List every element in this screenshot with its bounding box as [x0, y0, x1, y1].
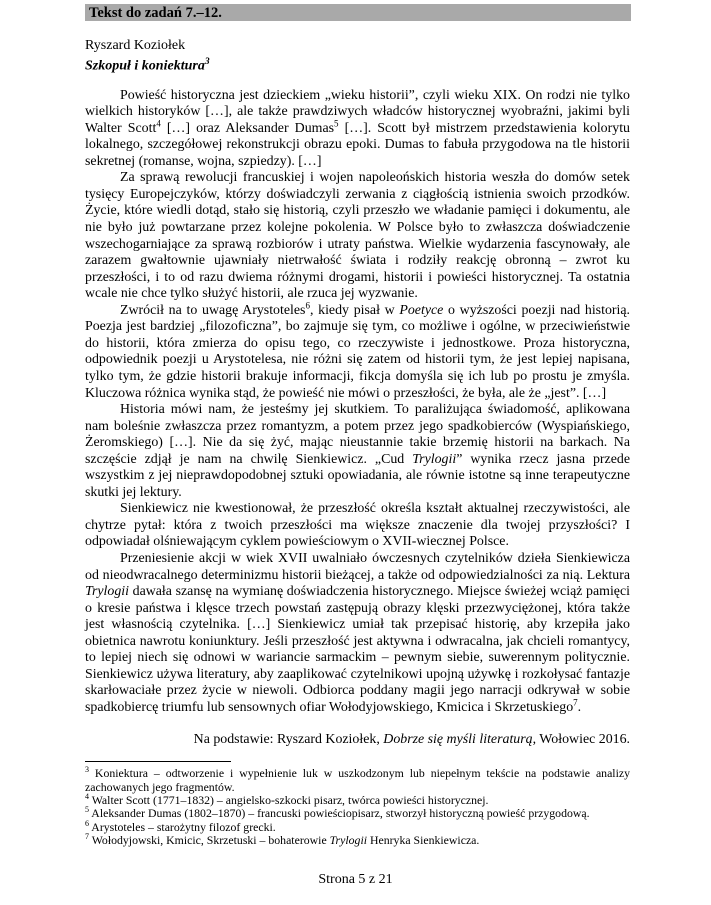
paragraph-2: Za sprawą rewolucji francuskiej i wojen napoleońskich historia weszła do domów setek tysięcy Europejczyków, którzy doświadczyli zerwania z ciągłością istnienia swoich przodków. Życie, które wiedli dotąd, stało się historią, czyli przeszło we władanie pamięci i dokumentu, ale nie było już powtarzane przez kolejne pokolenia. W Polsce było to zwłaszcza doświadczenie wszechogarniające za sprawą rozbiorów i utraty państwa. Wielkie wydarzenia fascynowały, ale zarazem gwałtownie ujawniały nietrwałość świata i rodziły reakcję obronną – zwrot ku przeszłości, i to od razu dwiema różnymi drogami, historii i powieści historycznej. Ta ostatnia wcale nie chce tylko służyć historii, ale rzuca jej wyzwanie.	[85, 170, 630, 302]
footnote-text: Wołodyjowski, Kmicic, Skrzetuski – bohaterowie Trylogii Henryka Sienkiewicza.	[89, 832, 480, 847]
footnote-3	[85, 767, 630, 794]
paragraph-4: Historia mówi nam, że jesteśmy jej skutkiem. To paraliżująca świadomość, aplikowana nam boleśnie zwłaszcza przez romantyzm, a potem przez jego spadkobierców (Wyspiańskiego, Żeromskiego) […]. Nie da się żyć, mając nieustannie takie brzemię historii na barkach. Na szczęście zdjął je nam na chwilę Sienkiewicz. „Cud Trylogii” wynika rzecz jasna przede wszystkim z jej nieprawdopodobnej sztuki opowiadania, ale równie istotne są inne terapeutyczne skutki jej lektury.	[85, 402, 630, 500]
footnote-separator	[85, 761, 231, 762]
paragraph-5: Sienkiewicz nie kwestionował, że przeszłość określa kształt aktualnej rzeczywistości, ale chytrze pytał: która z twoich przeszłości ma większe znaczenie dla twojej przyszłości? I odpowiadał olśniewającym cyklem powieściowym o XVII-wiecznej Polsce.	[85, 501, 630, 550]
footnote-text: Walter Scott (1771–1832) – angielsko-szkocki pisarz, twórca powieści historycznej.	[89, 793, 489, 808]
footnote-7	[85, 834, 630, 847]
footnote-5	[85, 807, 630, 820]
header-bar	[85, 4, 631, 21]
author-name: Ryszard Koziołek	[85, 38, 186, 53]
footnotes-block	[85, 767, 630, 847]
title-footnote-ref: 3	[204, 57, 210, 67]
footnote-ref: 5	[85, 805, 89, 815]
footnote-6	[85, 818, 630, 834]
footnote-text: Koniektura – odtworzenie i wypełnienie luk w uszkodzonym lub niepełnym tekście na podstawie analizy zachowanych jego fragmentów.	[85, 766, 630, 794]
footnote-text: Aleksander Dumas (1802–1870) – francuski powieściopisarz, stworzył historyczną powieść przygodową.	[89, 806, 590, 821]
footnote-ref: 7	[85, 832, 89, 841]
content-column	[85, 37, 630, 847]
article-body	[85, 88, 630, 717]
page-number: Strona 5 z 21	[318, 872, 393, 887]
paragraph-6: Przeniesienie akcji w wiek XVII uwalniało ówczesnych czytelników dzieła Sienkiewicza od nieodwracalnego determinizmu historii bieżącej, a także od odpowiedzialności za nią. Lektura Trylogii dawała szansę na wymianę doświadczenia historycznego. Miejsce świeżej wciąż pamięci o kresie państwa i klęsce trzech powstań zastępują obrazy klęski przezwyciężonej, która także jest własnością czytelnika. […] Sienkiewicz umiał tak przepisać historię, aby krzepiła jako obietnica nawrotu koniunktury. Jeśli przeszłość jest aktywna i odwracalna, jak chcieli romantycy, to lepiej niech się odnowi w wariancie sarmackim – pewnym siebie, suwerennym politycznie. Sienkiewicz używa literatury, aby zaaplikować czytelnikowi upojną używkę i rozkołysać fantazje skarłowaciałe przez życie w niewoli. Odbiorca poddany magii jego narracji odkrywał w sobie spadkobiercę triumfu lub sensownych ofiar Wołodyjowskiego, Kmicica i Skrzetuskiego$^7$.	[85, 550, 630, 715]
footnote-ref: 4	[85, 792, 89, 802]
footnote-ref: 3	[85, 765, 89, 775]
text-title	[85, 54, 630, 75]
header-label: Tekst do zadań 7.–12.	[89, 5, 222, 21]
footnote-ref: 6	[85, 818, 89, 828]
paragraph-3: Zwrócił na to uwagę Arystoteles$^6$, kiedy pisał w Poetyce o wyższości poezji nad historią. Poezja jest bardziej „filozoficzna”, bo zajmuje się tym, co możliwe i ogólne, w przeciwieństwie do historii, która zmierza do opisu tego, co rzeczywiste i jednostkowe. Proza historyczna, odpowiednik poezji u Arystotelesa, nie różni się zatem od historii tym, że jest lepiej napisana, tylko tym, że gdzie historii brakuje informacji, fikcja domyśla się ich lub po prostu je zmyśla. Kluczowa różnica wynika stąd, że powieść nie mówi o przeszłości, że była, ale że „jest”. […]	[85, 300, 631, 401]
footnote-text: Arystoteles – starożytny filozof grecki.	[89, 819, 276, 834]
text-title-label: Szkopuł i koniektura	[85, 58, 205, 74]
source-attribution: Na podstawie: Ryszard Koziołek, Dobrze się myśli literaturą, Wołowiec 2016.	[193, 732, 630, 748]
paragraph-1: Powieść historyczna jest dzieckiem „wieku historii”, czyli wieku XIX. On rodzi nie tylko wielkich historyków […], ale także prawdziwych władców historycznej wyobraźni, jakimi byli Walter Scott$^4$ […] oraz Aleksander Dumas$^5$ […]. Scott był mistrzem przedstawienia kolorytu lokalnego, szczegółowej rekonstrukcji obrazu epoki. Dumas to fabuła przygodowa na tle historii sekretnej (romanse, wojna, szpiedzy). […]	[85, 87, 630, 169]
